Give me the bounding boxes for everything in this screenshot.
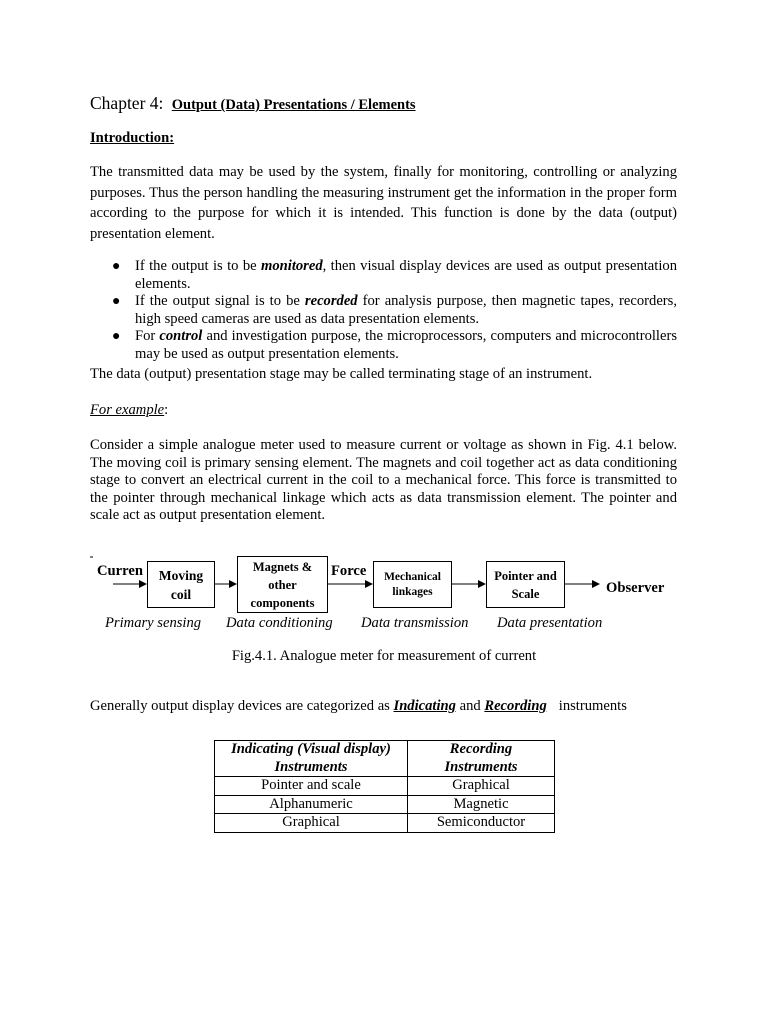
bullet-emphasis: monitored bbox=[261, 258, 323, 274]
bullet-text: If the output signal is to be bbox=[135, 293, 305, 310]
categories-text: Generally output display devices are categorized as bbox=[90, 698, 394, 714]
terminating-text: The data (output) presentation stage may be called terminating stage of an instrument. bbox=[90, 366, 593, 382]
table-cell: Pointer and scale bbox=[215, 777, 408, 796]
output-label: Observer bbox=[606, 580, 665, 596]
example-colon: : bbox=[164, 402, 169, 418]
categories-text: instruments bbox=[558, 698, 627, 714]
intro-heading: Introduction: bbox=[90, 130, 175, 146]
list-item bbox=[90, 258, 677, 293]
categories-table bbox=[214, 740, 555, 833]
moving-coil-box: Moving coil bbox=[147, 561, 215, 608]
block-diagram bbox=[0, 540, 768, 640]
table-cell: Magnetic bbox=[408, 795, 555, 814]
intro-paragraph: The transmitted data may be used by the system, finally for monitoring, controlling or analyzing purposes. Thus the person handling the measuring instrument get the information in the proper form according to the purpose for which it is intended. This function is done by the data (output) presentation element. bbox=[90, 164, 677, 242]
recording-term: Recording bbox=[484, 698, 547, 714]
table-cell: Semiconductor bbox=[408, 814, 555, 833]
categories-text: and bbox=[455, 698, 485, 714]
bullet-text: For bbox=[135, 328, 160, 345]
mechanical-linkages-box: Mechanical linkages bbox=[373, 561, 452, 608]
table-header-row bbox=[215, 741, 555, 777]
bullet-icon: ● bbox=[112, 329, 121, 345]
indicating-term: Indicating bbox=[393, 698, 456, 714]
example-label: For example bbox=[90, 402, 165, 418]
bullet-text: and investigation purpose, the microprocessors, computers and microcontrollers may be used as output presentation elements. bbox=[135, 328, 678, 362]
stage-data-conditioning: Data conditioning bbox=[226, 615, 333, 631]
table-row bbox=[215, 814, 555, 833]
stage-data-transmission: Data transmission bbox=[361, 615, 469, 631]
magnets-box: Magnets & other components bbox=[237, 556, 328, 613]
bullet-icon: ● bbox=[112, 294, 121, 310]
chapter-subtitle: Output (Data) Presentations / Elements bbox=[171, 97, 416, 113]
stage-data-presentation: Data presentation bbox=[497, 615, 603, 631]
bullet-text: for analysis purpose, then magnetic tapes, recorders, high speed cameras are used as data presentation elements. bbox=[135, 293, 677, 327]
header-recording: Recording Instruments bbox=[408, 741, 555, 777]
pointer-scale-box: Pointer and Scale bbox=[486, 561, 565, 608]
table-cell: Graphical bbox=[408, 777, 555, 796]
example-heading bbox=[90, 402, 168, 419]
bullet-list bbox=[90, 258, 677, 364]
bullet-text: , then visual display devices are used as output presentation elements. bbox=[135, 258, 677, 292]
bullet-emphasis: control bbox=[159, 328, 203, 345]
example-paragraph: Consider a simple analogue meter used to measure current or voltage as shown in Fig. 4.1 below. The moving coil is primary sensing element. The magnets and coil together act as data conditioning stage to convert an electrical current in the coil to a mechanical force. This force is transmitted to the pointer through mechanical linkage which acts as data transmission element. The pointer and scale act as output presentation element. bbox=[90, 437, 677, 524]
bullet-text: If the output is to be bbox=[135, 258, 262, 274]
stage-primary-sensing: Primary sensing bbox=[105, 615, 202, 631]
list-item bbox=[90, 328, 677, 363]
chapter-label: Chapter 4: bbox=[90, 93, 164, 113]
bullet-icon: ● bbox=[112, 259, 121, 274]
table-row bbox=[215, 795, 555, 814]
chapter-title bbox=[90, 93, 416, 114]
table-cell: Graphical bbox=[215, 814, 408, 833]
table-row bbox=[215, 777, 555, 796]
bullet-emphasis: recorded bbox=[304, 293, 358, 310]
list-item bbox=[90, 293, 677, 328]
header-indicating: Indicating (Visual display) Instruments bbox=[215, 741, 408, 777]
input-label: Curren bbox=[97, 563, 143, 579]
force-label: Force bbox=[331, 563, 367, 579]
table-cell: Alphanumeric bbox=[215, 795, 408, 814]
figure-caption: Fig.4.1. Analogue meter for measurement of current bbox=[231, 648, 537, 664]
categories-sentence bbox=[90, 698, 627, 715]
